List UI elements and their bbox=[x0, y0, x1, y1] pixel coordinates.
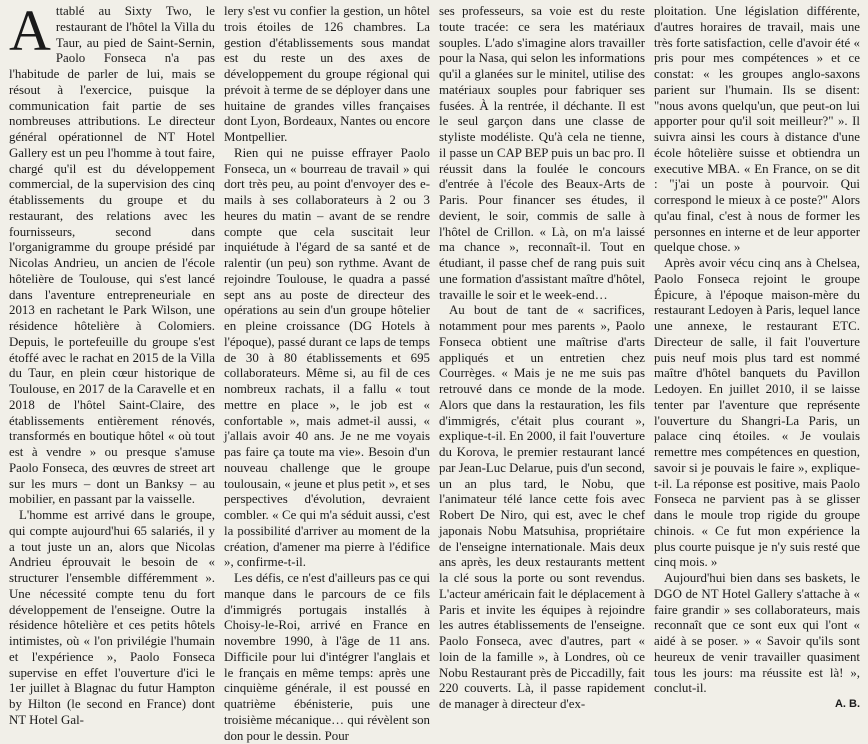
column-3 bbox=[439, 4, 646, 711]
drop-cap: A bbox=[9, 0, 51, 63]
column-2 bbox=[224, 4, 430, 743]
paragraph: Aujourd'hui bien dans ses baskets, le DGO de NT Hotel Gallery s'attache à « faire grandir » ses collaborateurs, mais reconnaît que ce sont eux qui l'ont « aidé à se poser. » « Savoir qu'ils sont heureux de venir travailler quasiment tous les jours: ma réussite est là! », conclut-il. bbox=[654, 571, 860, 696]
paragraph: L'homme est arrivé dans le groupe, qui compte aujourd'hui 65 salariés, il y a tout juste un an, alors que Nicolas Andrieu éprouvait le besoin de « structurer l'ensemble différemment ». Une nécessité compte tenu du fort développement de l'enseigne. Outre la résidence hôtelière et ces petits hôtels intimistes, où « l'on privilégie l'humain et l'expérience », Paolo Fonseca supervise en effet l'ouverture d'ici le 1er juillet à Blagnac du futur Hampton by Hilton (le second en France) dont NT Hotel Gal- bbox=[9, 508, 215, 727]
paragraph: Les défis, ce n'est d'ailleurs pas ce qui manque dans le parcours de ce fils d'immigrés portugais installés à Choisy-le-Roi, arrivé en France en novembre 1990, à l'âge de 11 ans. Difficile pour lui d'intégrer l'anglais et le français en même temps: après une cinquième générale, il est poussé en quatrième ébénisterie, puis une troisième mécanique… qui révèlent son don pour le dessin. Pour bbox=[224, 571, 430, 743]
article-body bbox=[9, 0, 860, 743]
paragraph: ploitation. Une législation différente, d'autres horaires de travail, mais une très forte satisfaction, celle d'avoir été « pris pour mes compétences » et ce constat: « les groupes anglo-saxons parient sur l'humain. Ils se disent: "nous avons quelqu'un, que peut-on lui apporter pour qu'il soit meilleur?" ». Il suivra ainsi les cours à distance d'une école hôtelière suisse et obtiendra un executive MBA. « En France, on se dit : "j'ai un poste à pourvoir. Qui correspond le mieux à ce poste?" Alors qu'au final, c'est à nous de former les personnes en interne et de leur apporter quelque chose. » bbox=[654, 4, 860, 255]
paragraph: Au bout de tant de « sacrifices, notamment pour mes parents », Paolo Fonseca obtient une maîtrise d'arts appliqués et un entretien chez Courrèges. « Mais je ne me suis pas retrouvé dans ce monde de la mode. Alors que dans la restauration, les fils d'immigrés, c'était plus courant », explique-t-il. En 2000, il fait l'ouverture du Korova, le premier restaurant lancé par Jean-Luc Delarue, puis d'un second, un an plus tard, le Nobu, que l'animateur télé lance cette fois avec Robert De Niro, qui est, avec le chef japonais Nobu Matsuhisa, propriétaire de l'enseigne internationale. Mais deux ans après, les deux restaurants mettent la clé sous la porte ou sont revendus. L'acteur américain fait le déplacement à Paris et invite les équipes à rejoindre les autres établissements de l'enseigne. Paolo Fonseca, avec d'autres, part « loin de la famille », à Londres, où ce Nobu Restaurant près de Piccadilly, fait 220 couverts. Là, il passe rapidement de manager à directeur d'ex- bbox=[439, 303, 646, 711]
paragraph: ses professeurs, sa voie est du reste toute tracée: ce sera les matériaux souples. L'ado s'imagine alors travailler pour la Nasa, qui selon les informations qu'il a glanées sur le minitel, utilise des matériaux souples pour fabriquer ses fusées. À la rentrée, il déchante. Il est le seul garçon dans une classe de styliste modéliste. Qu'à cela ne tienne, il passe un CAP BEP puis un bac pro. Il réussit dans la foulée le concours d'entrée à l'école des Beaux-Arts de Paris. Pour financer ses études, il devient, le soir, commis de salle à l'hôtel de Crillon. « Là, on m'a laissé ma chance », reconnaît-il. Tout en étudiant, il passe chef de rang puis suit une formation d'assistant maître d'hôtel, travaille le soir et le week-end… bbox=[439, 4, 645, 302]
paragraph: lery s'est vu confier la gestion, un hôtel trois étoiles de 126 chambres. La gestion d'établissements sous mandat est du reste un des axes de développement du groupe régional qui prévoit à terme de se déployer dans une huitaine de grandes villes françaises dont Lyon, Bordeaux, Nantes ou encore Montpellier. bbox=[224, 4, 430, 144]
author-signature: A. B. bbox=[834, 698, 860, 710]
column-1 bbox=[9, 0, 215, 727]
paragraph: Rien qui ne puisse effrayer Paolo Fonseca, un « bourreau de travail » qui dort très peu, au point d'envoyer des e-mails à ses collaborateurs à 2 ou 3 heures du matin – avant de se rendre compte que cela suscitait leur inquiétude à l'égard de sa santé et de ralentir (un peu) son rythme. Avant de rejoindre Toulouse, le quadra a passé sept ans au poste de directeur des opérations au sein d'un groupe hôtelier en pleine croissance (DG Hotels à l'époque), passé durant ce laps de temps de 30 à 80 établissements et 695 collaborateurs. Même si, au fil de ces nombreux rachats, il a fallu « tout mettre en place », le job est « confortable », mais admet-il aussi, « j'allais avoir 40 ans. Je ne me voyais pas faire ça toute ma vie». Besoin d'un nouveau challenge que le groupe toulousain, « jeune et plus petit », et ses perspectives d'évolution, devraient combler. « Ce qui m'a séduit aussi, c'est la possibilité d'arriver au moment de la création, d'amener ma pierre à l'édifice », confirme-t-il. bbox=[224, 145, 430, 570]
column-4 bbox=[654, 4, 860, 710]
paragraph: Après avoir vécu cinq ans à Chelsea, Paolo Fonseca rejoint le groupe Épicure, à l'époque maison-mère du restaurant Ledoyen à Paris, lequel lance une annexe, le restaurant ETC. Directeur de salle, il fait l'ouverture puis neuf mois plus tard est nommé maître d'hôtel banquets du Pavillon Ledoyen. En juillet 2010, il se laisse tenter par l'aventure que représente l'ouverture du Shangri-La Paris, un palace cinq étoiles. « Je voulais remettre mes compétences en question, savoir si je pouvais le faire », explique-t-il. La réponse est positive, mais Paolo Fonseca ne parvient pas à se glisser dans le moule trop rigide du groupe chinois. « Ce fut mon expérience la plus courte puisque je n'y suis resté que cinq mois. » bbox=[654, 256, 860, 570]
paragraph: ttablé au Sixty Two, le restaurant de l'hôtel la Villa du Taur, au pied de Saint-Sernin, Paolo Fonseca n'a pas l'habitude de parler de lui, mais se résout à l'exercice, puisque la communication fait partie de ses nombreuses attributions. Le directeur général opérationnel de NT Hotel Gallery est un peu l'homme à tout faire, chargé qu'il est du développement commercial, de la supervision des cinq établissements du groupe et du restaurant, des relations avec les fournisseurs, second dans l'organigramme du groupe présidé par Nicolas Andrieu, un ancien de l'école hôtelière de Toulouse, qui s'est lancé dans l'aventure entrepreneuriale en 2013 en rachetant le Park Wilson, une résidence hôtelière à Colomiers. Depuis, le portefeuille du groupe s'est étoffé avec le rachat en 2015 de la Villa du Taur, en plein cœur historique de Toulouse, en 2017 de la Caravelle et en 2018 de l'hôtel Saint-Claire, des établissements entièrement rénovés, transformés en boutique hôtel « où tout est à vendre » ou presque s'amuse Paolo Fonseca, des œuvres de street art sur les murs – dont un Banksy – au mobilier, en passant par la vaisselle. bbox=[9, 4, 215, 507]
